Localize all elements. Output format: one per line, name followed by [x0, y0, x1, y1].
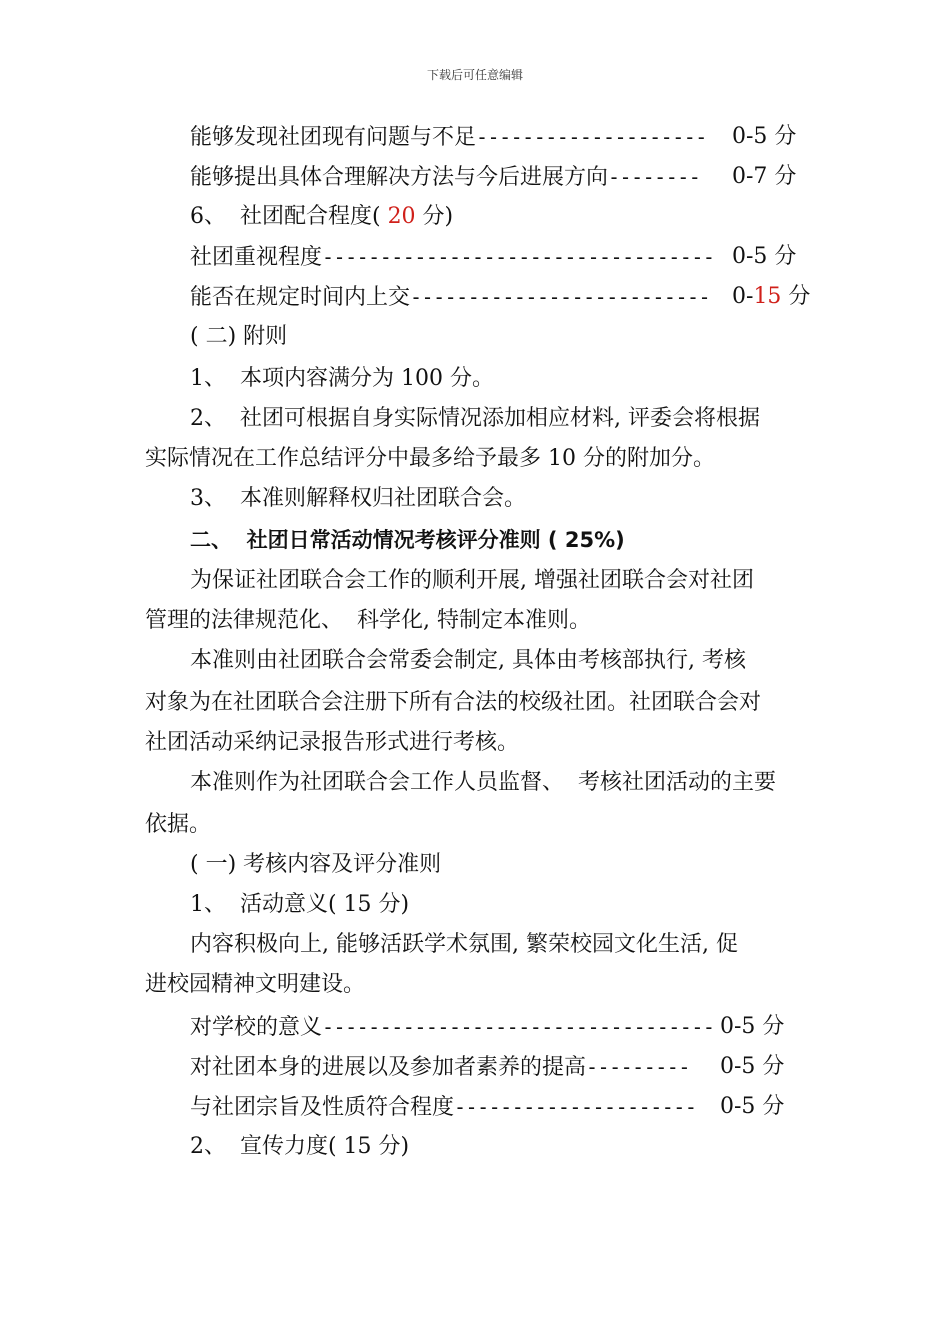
- criterion-solutions: [190, 162, 797, 193]
- score-range: 0-5 分: [732, 244, 797, 269]
- dash-leader: --------: [608, 165, 701, 189]
- dash-leader: ---------: [586, 1055, 690, 1079]
- dash-leader: ----------------------------------: [322, 245, 715, 269]
- heading-text-end: 分): [415, 204, 454, 229]
- score-range-red: 15: [753, 284, 782, 309]
- criterion-purpose: [190, 1092, 785, 1123]
- paragraph-line: 为保证社团联合会工作的顺利开展, 增强社团联合会对社团: [190, 568, 754, 593]
- criterion-label: 社团重视程度: [190, 245, 323, 270]
- paragraph-line: 2、 社团可根据自身实际情况添加相应材料, 评委会将根据: [190, 406, 760, 431]
- subsection-assessment: ( 一) 考核内容及评分准则: [190, 852, 442, 877]
- dash-leader: --------------------: [476, 125, 707, 149]
- paragraph-line: 管理的法律规范化、 科学化, 特制定本准则。: [145, 608, 591, 633]
- paragraph-line: 依据。: [145, 812, 212, 837]
- header-note: 下载后可任意编辑: [426, 68, 523, 82]
- score-range: 0-5 分: [720, 1054, 785, 1079]
- criterion-label: 能够提出具体合理解决方法与今后进展方向: [190, 165, 609, 190]
- paragraph-line: 进校园精神文明建设。: [145, 972, 366, 997]
- criterion-deadline: [190, 282, 811, 313]
- paragraph-line: 内容积极向上, 能够活跃学术氛围, 繁荣校园文化生活, 促: [190, 932, 738, 957]
- criterion-school: [190, 1012, 785, 1043]
- paragraph-line: 实际情况在工作总结评分中最多给予最多 10 分的附加分。: [145, 446, 715, 471]
- criterion-label: 对社团本身的进展以及参加者素养的提高: [190, 1055, 587, 1080]
- criterion-problems: [190, 122, 797, 153]
- dash-leader: ---------------------: [454, 1095, 697, 1119]
- paragraph-line: 3、 本准则解释权归社团联合会。: [190, 486, 526, 511]
- criterion-label: 能够发现社团现有问题与不足: [190, 125, 477, 150]
- criterion-label: 能否在规定时间内上交: [190, 285, 411, 310]
- item-heading-significance: 1、 活动意义( 15 分): [190, 892, 410, 917]
- section-heading-cooperation: [190, 202, 453, 232]
- score-range: 0-7 分: [732, 164, 797, 189]
- criterion-label: 与社团宗旨及性质符合程度: [190, 1095, 455, 1120]
- score-range: 0-5 分: [720, 1014, 785, 1039]
- criterion-development: [190, 1052, 785, 1083]
- dash-leader: ----------------------------------: [322, 1015, 715, 1039]
- dash-leader: --------------------------: [410, 285, 711, 309]
- criterion-label: 对学校的意义: [190, 1015, 323, 1040]
- paragraph-line: 1、 本项内容满分为 100 分。: [190, 366, 494, 391]
- heading-text: 6、 社团配合程度(: [190, 204, 388, 229]
- score-points-red: 20: [387, 204, 416, 229]
- subsection-appendix: ( 二) 附则: [190, 324, 288, 349]
- item-heading-publicity: 2、 宣传力度( 15 分): [190, 1134, 410, 1159]
- score-range: 0-5 分: [720, 1094, 785, 1119]
- paragraph-line: 本准则作为社团联合会工作人员监督、 考核社团活动的主要: [190, 770, 776, 795]
- criterion-attention: [190, 242, 797, 273]
- score-range: 0-5 分: [732, 124, 797, 149]
- score-range-unit: 分: [781, 284, 811, 309]
- paragraph-line: 本准则由社团联合会常委会制定, 具体由考核部执行, 考核: [190, 648, 746, 673]
- score-range: [732, 282, 810, 312]
- paragraph-line: 对象为在社团联合会注册下所有合法的校级社团。社团联合会对: [145, 690, 762, 715]
- score-range-start: 0-: [732, 284, 754, 309]
- section-heading-daily-activity: 二、 社团日常活动情况考核评分准则 ( 25%): [190, 528, 625, 552]
- paragraph-line: 社团活动采纳记录报告形式进行考核。: [145, 730, 520, 755]
